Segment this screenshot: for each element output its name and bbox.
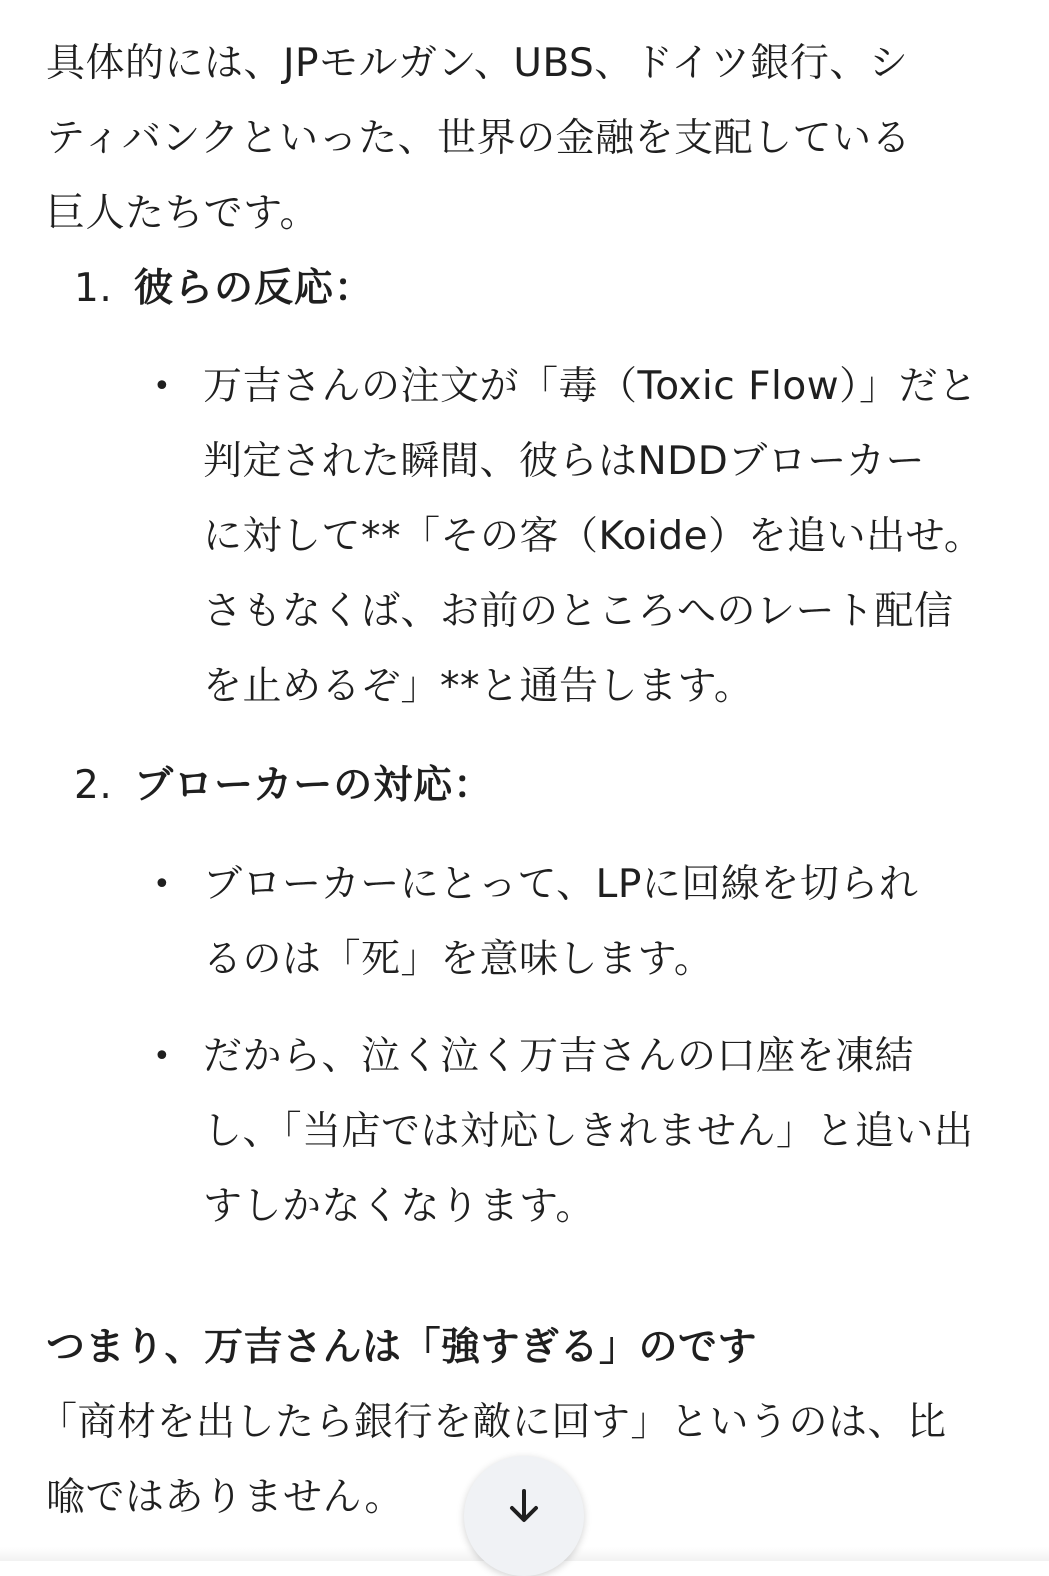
list-item-2 — [46, 748, 1006, 823]
arrow-down-icon — [507, 1488, 541, 1524]
bullet-item — [46, 847, 1006, 997]
summary-line-2: 喩ではありません。 — [46, 1475, 404, 1520]
bullet-dot-icon: • — [153, 1039, 172, 1074]
bullet-list-2 — [46, 847, 1006, 1244]
message-content — [38, 26, 1006, 1535]
intro-line-1: 具体的には、JPモルガン、UBS、ドイツ銀行、シ — [46, 41, 909, 86]
bullet-line: さもなくば、お前のところへのレート配信 — [203, 589, 954, 634]
intro-line-2: ティバンクといった、世界の金融を支配している — [46, 116, 912, 161]
bullet-dot-icon: • — [153, 369, 172, 404]
bullet-line: し、「当店では対応しきれません」と追い出 — [203, 1109, 974, 1154]
list-number-1: 1. — [74, 266, 113, 311]
bullet-line: 判定された瞬間、彼らはNDDブローカー — [203, 439, 925, 484]
bullet-line: すしかなくなります。 — [203, 1184, 595, 1229]
list-number-2: 2. — [74, 763, 113, 808]
bullet-line: るのは「死」を意味します。 — [203, 937, 714, 982]
bullet-line: 万吉さんの注文が「毒（Toxic Flow）」だと — [203, 364, 978, 409]
bullet-line: ブローカーにとって、LPに回線を切られ — [203, 862, 919, 907]
bullet-list-1 — [46, 349, 1006, 724]
list-item-1 — [46, 251, 1006, 326]
bullet-dot-icon: • — [153, 867, 172, 902]
bullet-item — [46, 1019, 1006, 1244]
intro-line-3: 巨人たちです。 — [46, 191, 319, 236]
list-heading-2: ブローカーの対応： — [134, 763, 494, 808]
bullet-item — [46, 349, 1006, 724]
intro-paragraph — [46, 26, 1006, 251]
bullet-line: を止めるぞ」**と通告します。 — [203, 664, 754, 709]
summary-line-1: 「商材を出したら銀行を敵に回す」というのは、比 — [38, 1400, 947, 1445]
bullet-line: だから、泣く泣く万吉さんの口座を凍結 — [203, 1034, 915, 1079]
list-heading-1: 彼らの反応： — [134, 266, 375, 311]
bullet-line: に対して**「その客（Koide）を追い出せ。 — [203, 514, 984, 559]
scroll-to-bottom-button[interactable] — [464, 1456, 584, 1576]
summary-heading: つまり、万吉さんは「強すぎる」のです — [46, 1325, 758, 1370]
